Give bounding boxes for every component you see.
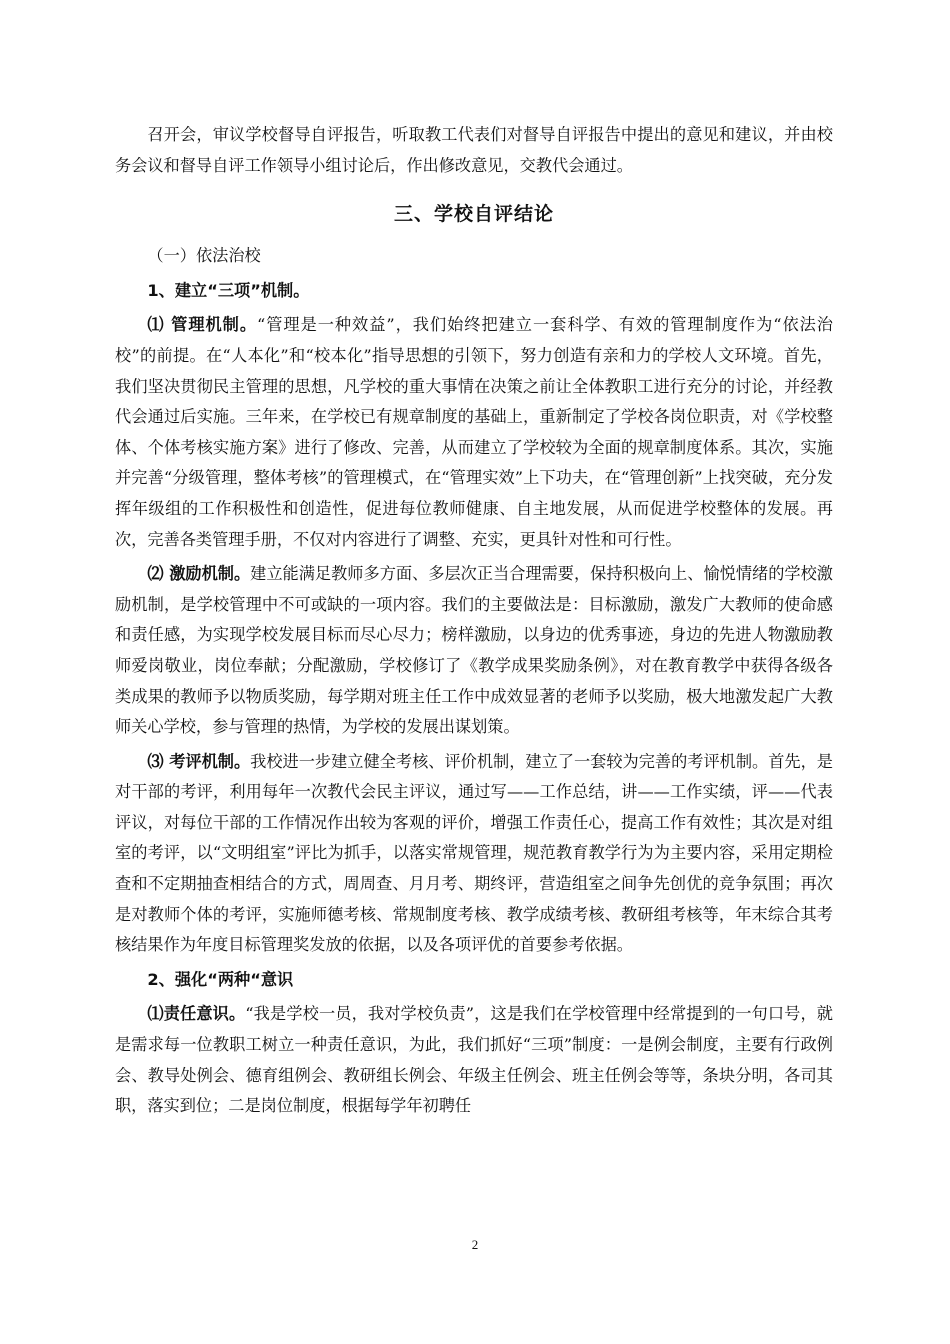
item-text: 建立能满足教师多方面、多层次正当合理需要，保持积极向上、愉悦情绪的学校激励机制，是学校管理中不可或缺的一项内容。我们的主要做法是：目标激励，激发广大教师的使命感和责任感，为实现学校发展目标而尽心尽力；榜样激励，以身边的优秀事迹，身边的先进人物激励教师爱岗敬业，岗位奉献；分配激励，学校修订了《教学成果奖励条例》，对在教育教学中获得各级各类成果的教师予以物质奖励，每学期对班主任工作中成效显著的老师予以奖励，极大地激发起广大教师关心学校，参与管理的热情，为学校的发展出谋划策。 bbox=[115, 564, 833, 737]
heading-two-awareness: 2、强化“两种“意识 bbox=[147, 969, 294, 989]
paragraph-responsibility-awareness bbox=[115, 999, 833, 1121]
document-body bbox=[115, 120, 833, 1122]
item-text: “我是学校一员，我对学校负责”，这是我们在学校管理中经常提到的一句口号，就是需求每一位教职工树立一种责任意识，为此，我们抓好“三项”制度：一是例会制度，主要有行政例会、教导处例会、德育组例会、教研组长例会、年级主任例会、班主任例会等等，条块分明，各司其职，落实到位；二是岗位制度，根据每学年初聘任 bbox=[115, 1004, 833, 1116]
intro-paragraph: 召开会，审议学校督导自评报告，听取教工代表们对督导自评报告中提出的意见和建议，并由校务会议和督导自评工作领导小组讨论后，作出修改意见，交教代会通过。 bbox=[115, 125, 833, 175]
page-number: 2 bbox=[471, 1237, 479, 1252]
item-label: ⑵ 激励机制。 bbox=[147, 564, 251, 584]
item-text: 我校进一步建立健全考核、评价机制，建立了一套较为完善的考评机制。首先，是对干部的考评，利用每年一次教代会民主评议，通过写——工作总结，讲——工作实绩，评——代表评议，对每位干部的工作情况作出较为客观的评价，增强工作责任心，提高工作有效性；其次是对组室的考评，以“文明组室”评比为抓手，以落实常规管理，规范教育教学行为为主要内容，采用定期检查和不定期抽查相结合的方式，周周查、月月考、期终评，营造组室之间争先创优的竞争氛围；再次是对教师个体的考评，实施师德考核、常规制度考核、教学成绩考核、教研组考核等，年末综合其考核结果作为年度目标管理奖发放的依据，以及各项评优的首要参考依据。 bbox=[115, 751, 833, 955]
section-title: 三、学校自评结论 bbox=[393, 203, 554, 226]
paragraph-evaluation-mechanism bbox=[115, 747, 833, 961]
heading-three-mechanisms: 1、建立“三项”机制。 bbox=[147, 280, 310, 300]
item-label: ⑴责任意识。 bbox=[147, 1004, 246, 1024]
item-text: “管理是一种效益”，我们始终把建立一套科学、有效的管理制度作为“依法治校”的前提。在“人本化”和“校本化”指导思想的引领下，努力创造有亲和力的学校人文环境。首先，我们坚决贯彻民主管理的思想，凡学校的重大事情在决策之前让全体教职工进行充分的讨论，并经教代会通过后实施。三年来，在学校已有规章制度的基础上，重新制定了学校各岗位职责，对《学校整体、个体考核实施方案》进行了修改、完善，从而建立了学校较为全面的规章制度体系。其次，实施并完善“分级管理，整体考核”的管理模式，在“管理实效”上下功夫，在“管理创新”上找突破，充分发挥年级组的工作积极性和创造性，促进每位教师健康、自主地发展，从而促进学校整体的发展。再次，完善各类管理手册，不仅对内容进行了调整、充实，更具针对性和可行性。 bbox=[115, 315, 833, 549]
item-label: ⑴ 管理机制。 bbox=[147, 315, 257, 335]
paragraph-incentive-mechanism bbox=[115, 559, 833, 743]
item-label: ⑶ 考评机制。 bbox=[147, 751, 251, 771]
subsection-heading: （一）依法治校 bbox=[147, 246, 261, 266]
paragraph-management-mechanism bbox=[115, 310, 833, 555]
